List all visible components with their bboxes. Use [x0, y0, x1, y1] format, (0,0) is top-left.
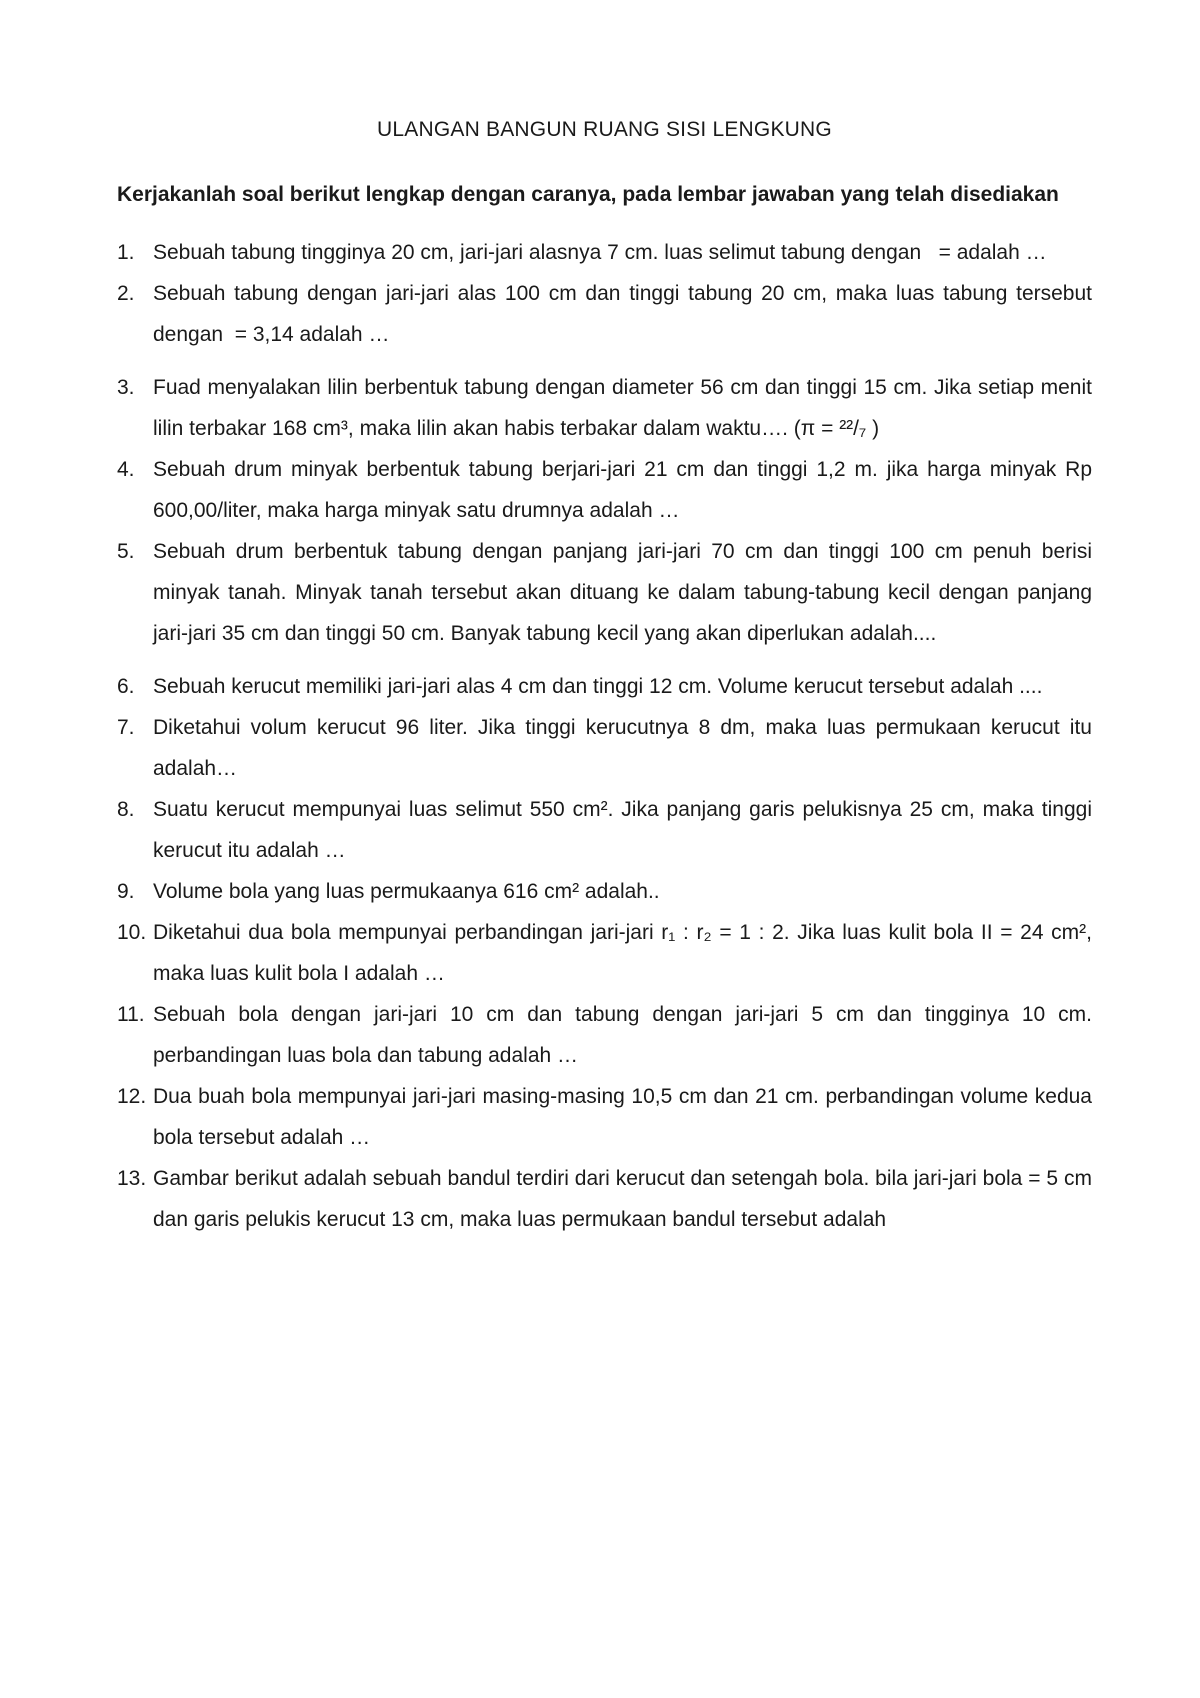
question-item — [117, 232, 1092, 273]
question-item — [117, 273, 1092, 355]
question-text: Diketahui dua bola mempunyai perbandingan jari-jari r₁ : r₂ = 1 : 2. Jika luas kulit bola II = 24 cm², maka luas kulit bola I adalah … — [153, 921, 1092, 985]
question-item — [117, 666, 1092, 707]
question-text: Diketahui volum kerucut 96 liter. Jika tinggi kerucutnya 8 dm, maka luas permukaan kerucut itu adalah… — [153, 716, 1092, 780]
question-item — [117, 707, 1092, 789]
question-text: Sebuah tabung dengan jari-jari alas 100 cm dan tinggi tabung 20 cm, maka luas tabung tersebut dengan = 3,14 adalah … — [153, 282, 1092, 346]
question-number: 9. — [117, 880, 135, 903]
question-number: 13. — [117, 1167, 147, 1190]
question-text: Sebuah bola dengan jari-jari 10 cm dan tabung dengan jari-jari 5 cm dan tingginya 10 cm. perbandingan luas bola dan tabung adalah … — [153, 1003, 1092, 1067]
question-item — [117, 367, 1092, 449]
question-item — [117, 531, 1092, 654]
question-text: Sebuah drum minyak berbentuk tabung berjari-jari 21 cm dan tinggi 1,2 m. jika harga minyak Rp 600,00/liter, maka harga minyak satu drumnya adalah … — [153, 458, 1092, 522]
question-number: 10. — [117, 921, 147, 944]
question-number: 11. — [117, 1003, 145, 1026]
question-item — [117, 1076, 1092, 1158]
question-text: Fuad menyalakan lilin berbentuk tabung dengan diameter 56 cm dan tinggi 15 cm. Jika setiap menit lilin terbakar 168 cm³, maka lilin akan habis terbakar dalam waktu…. (π = ²²/₇ ) — [153, 376, 1092, 440]
question-number: 5. — [117, 540, 135, 563]
question-item — [117, 789, 1092, 871]
question-text: Dua buah bola mempunyai jari-jari masing-masing 10,5 cm dan 21 cm. perbandingan volume kedua bola tersebut adalah … — [153, 1085, 1092, 1149]
question-number: 7. — [117, 716, 135, 739]
instruction-text: Kerjakanlah soal berikut lengkap dengan caranya, pada lembar jawaban yang telah disediakan — [117, 183, 1059, 206]
question-list — [117, 232, 1092, 1240]
question-text: Suatu kerucut mempunyai luas selimut 550 cm². Jika panjang garis pelukisnya 25 cm, maka tinggi kerucut itu adalah … — [153, 798, 1092, 862]
question-number: 8. — [117, 798, 135, 821]
question-number: 12. — [117, 1085, 147, 1108]
question-item — [117, 1158, 1092, 1240]
question-item — [117, 449, 1092, 531]
question-text: Sebuah tabung tingginya 20 cm, jari-jari alasnya 7 cm. luas selimut tabung dengan = adalah … — [153, 241, 1047, 264]
question-number: 2. — [117, 282, 135, 305]
question-number: 6. — [117, 675, 135, 698]
question-number: 3. — [117, 376, 135, 399]
question-text: Volume bola yang luas permukaanya 616 cm² adalah.. — [153, 880, 660, 903]
question-item — [117, 912, 1092, 994]
question-item — [117, 994, 1092, 1076]
question-number: 1. — [117, 241, 135, 264]
question-text: Sebuah kerucut memiliki jari-jari alas 4 cm dan tinggi 12 cm. Volume kerucut tersebut adalah .... — [153, 675, 1043, 698]
question-text: Gambar berikut adalah sebuah bandul terdiri dari kerucut dan setengah bola. bila jari-jari bola = 5 cm dan garis pelukis kerucut 13 cm, maka luas permukaan bandul tersebut adalah — [153, 1167, 1092, 1231]
document-title: ULANGAN BANGUN RUANG SISI LENGKUNG — [377, 118, 832, 141]
question-number: 4. — [117, 458, 135, 481]
question-text: Sebuah drum berbentuk tabung dengan panjang jari-jari 70 cm dan tinggi 100 cm penuh berisi minyak tanah. Minyak tanah tersebut akan dituang ke dalam tabung-tabung kecil dengan panjang jari-jari 35 cm dan tinggi 50 cm. Banyak tabung kecil yang akan diperlukan adalah.... — [153, 540, 1092, 645]
question-item — [117, 871, 1092, 912]
